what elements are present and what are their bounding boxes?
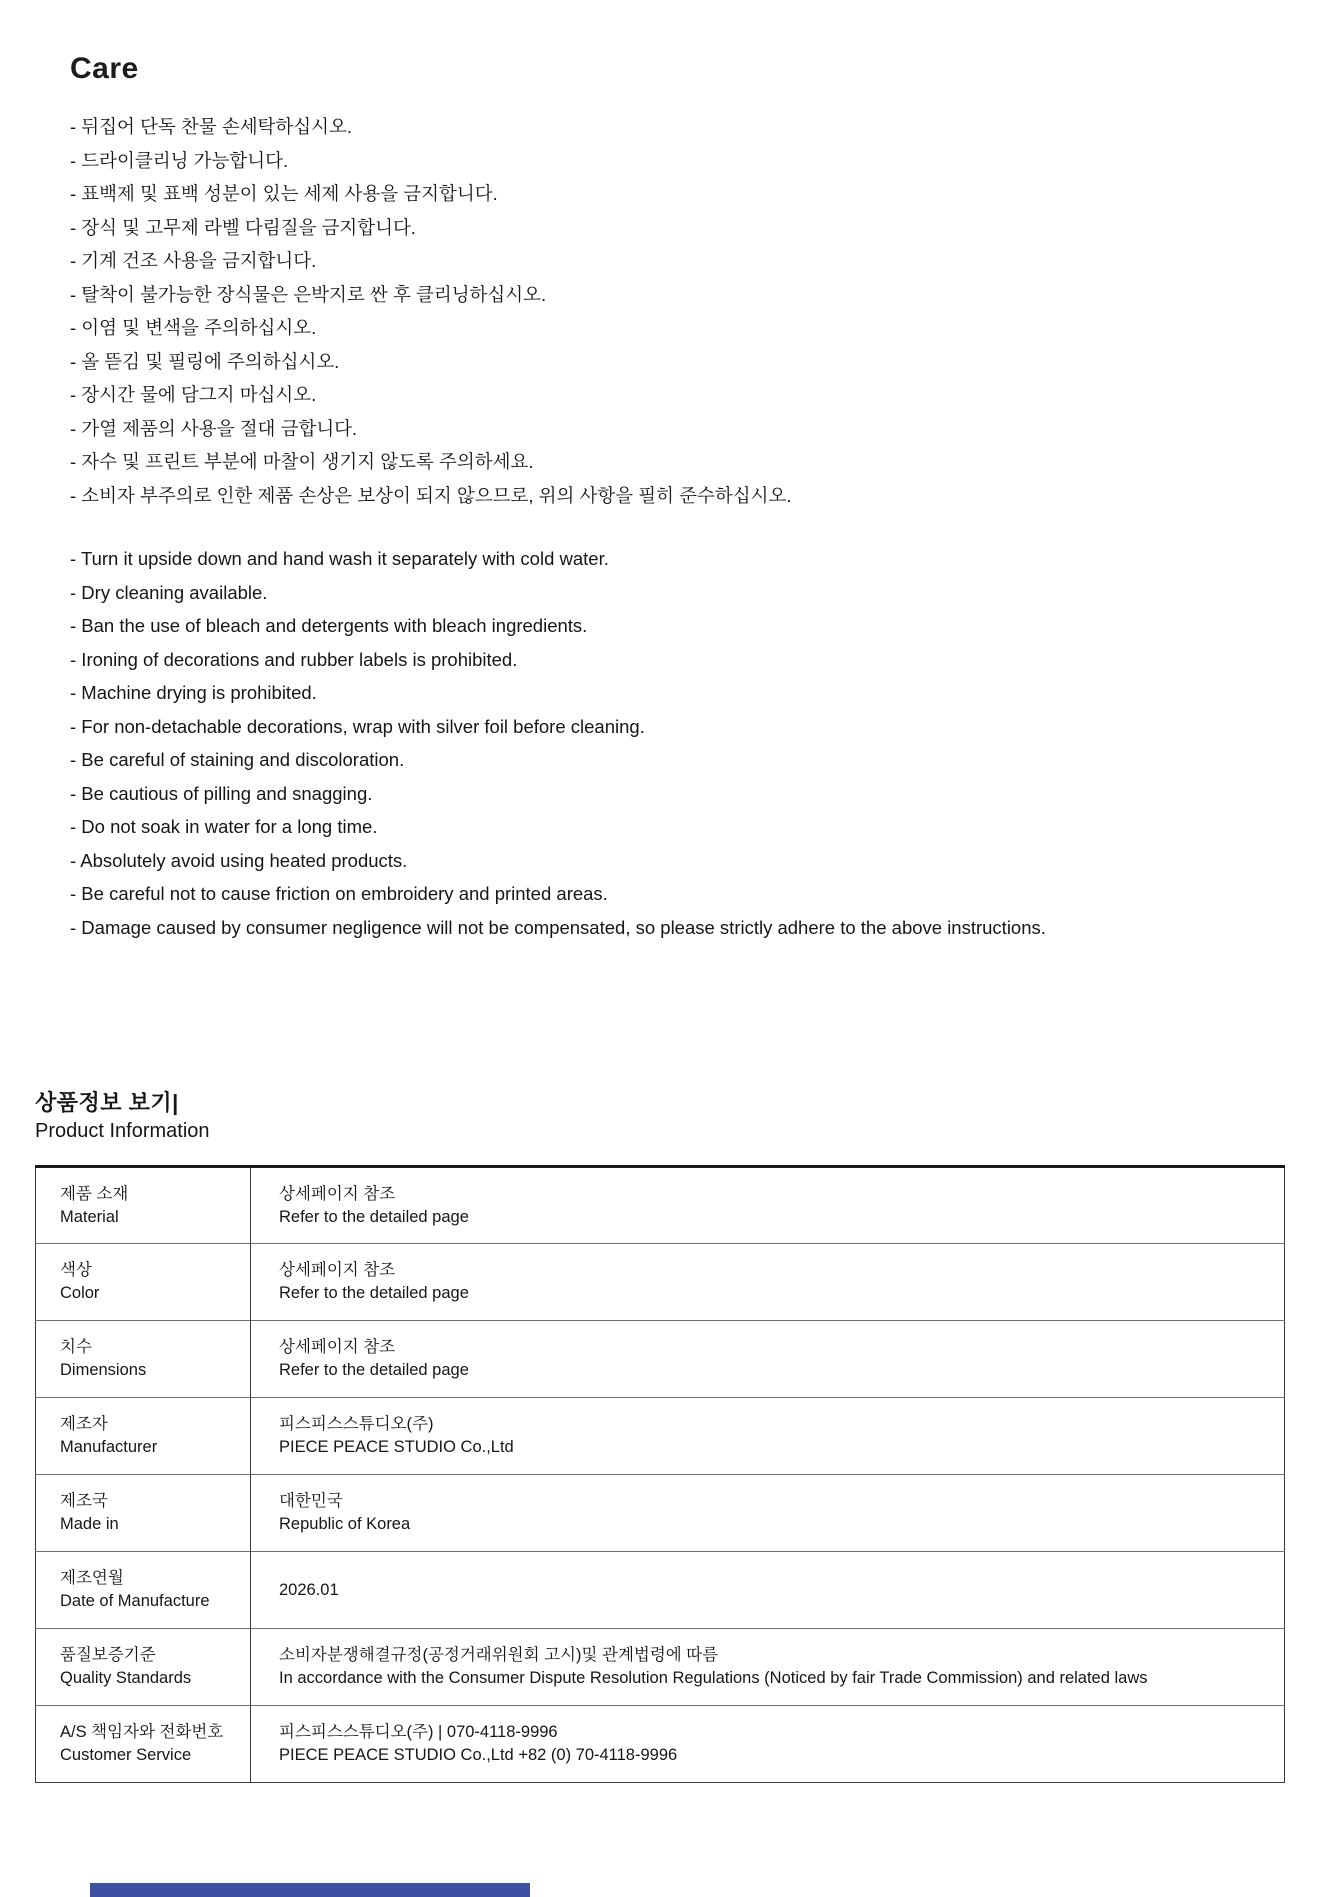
care-instruction-en: - Damage caused by consumer negligence will not be compensated, so please strictly adhere to the above instructions. <box>70 916 1046 938</box>
row-value-english: Republic of Korea <box>279 1515 411 1533</box>
row-value-cell <box>251 1398 1285 1475</box>
row-label-cell <box>36 1475 251 1552</box>
row-label-english: Quality Standards <box>60 1669 192 1687</box>
row-value-cell <box>251 1552 1285 1629</box>
row-label-korean: 치수 <box>60 1338 92 1356</box>
care-instruction-ko: - 올 뜯김 및 필링에 주의하십시오. <box>70 350 340 372</box>
row-label-english: Material <box>60 1207 119 1226</box>
care-instruction-ko: - 탈착이 불가능한 장식물은 은박지로 싼 후 클리닝하십시오. <box>70 283 547 305</box>
care-instruction-ko: - 가열 제품의 사용을 절대 금합니다. <box>70 417 358 439</box>
row-value-korean: 소비자분쟁해결규정(공정거래위원회 고시)및 관계법령에 따름 <box>279 1646 719 1664</box>
row-value-korean: 대한민국 <box>279 1492 343 1510</box>
care-instruction-ko: - 표백제 및 표백 성분이 있는 세제 사용을 금지합니다. <box>70 183 498 204</box>
care-instruction-ko: - 뒤집어 단독 찬물 손세탁하십시오. <box>70 116 353 137</box>
care-instruction-ko: - 소비자 부주의로 인한 제품 손상은 보상이 되지 않으므로, 위의 사항을 필히 준수하십시오. <box>70 484 792 506</box>
product-info-table <box>35 1165 1285 1783</box>
row-label-cell <box>36 1629 251 1706</box>
care-section <box>70 52 1280 944</box>
care-instruction-ko: - 드라이클리닝 가능합니다. <box>70 149 289 171</box>
table-row-customer-service <box>36 1706 1285 1783</box>
row-label-english: Dimensions <box>60 1361 147 1379</box>
care-instruction-en: - Ban the use of bleach and detergents with bleach ingredients. <box>70 615 588 636</box>
table-row-dimensions <box>36 1321 1285 1398</box>
care-instruction-en: - Machine drying is prohibited. <box>70 682 317 703</box>
row-value-english: PIECE PEACE STUDIO Co.,Ltd +82 (0) 70-4118-9996 <box>279 1746 678 1764</box>
row-value-cell <box>251 1321 1285 1398</box>
row-label-cell <box>36 1321 251 1398</box>
row-label-korean: 제품 소재 <box>60 1184 129 1203</box>
table-row-color <box>36 1244 1285 1321</box>
table-row-date-of-manufacture <box>36 1552 1285 1629</box>
care-instruction-en: - Be careful of staining and discoloration. <box>70 749 405 770</box>
row-label-english: Date of Manufacture <box>60 1592 210 1610</box>
row-label-korean: A/S 책임자와 전화번호 <box>60 1723 224 1741</box>
care-instruction-ko: - 기계 건조 사용을 금지합니다. <box>70 250 317 271</box>
product-info-section <box>35 1086 1285 1783</box>
care-title: Care <box>70 52 139 85</box>
care-instruction-en: - Be careful not to cause friction on embroidery and printed areas. <box>70 883 608 904</box>
care-instruction-ko: - 이염 및 변색을 주의하십시오. <box>70 317 317 338</box>
table-row-material <box>36 1167 1285 1244</box>
row-value-cell <box>251 1475 1285 1552</box>
row-value-english: Refer to the detailed page <box>279 1361 469 1379</box>
row-label-cell <box>36 1706 251 1783</box>
row-label-english: Color <box>60 1284 100 1302</box>
table-row-quality-standards <box>36 1629 1285 1706</box>
product-info-title-english: Product Information <box>35 1120 210 1142</box>
care-instruction-ko: - 장시간 물에 담그지 마십시오. <box>70 384 317 405</box>
care-instruction-en: - Dry cleaning available. <box>70 581 268 603</box>
row-value-korean: 상세페이지 참조 <box>279 1338 396 1356</box>
row-value-korean: 상세페이지 참조 <box>279 1261 396 1279</box>
care-instructions-english <box>70 542 1280 944</box>
care-instruction-ko: - 자수 및 프린트 부분에 마찰이 생기지 않도록 주의하세요. <box>70 451 534 472</box>
row-label-korean: 색상 <box>60 1261 92 1279</box>
row-value-cell <box>251 1244 1285 1321</box>
row-value-korean: 상세페이지 참조 <box>279 1184 396 1203</box>
care-instruction-en: - For non-detachable decorations, wrap with silver foil before cleaning. <box>70 715 645 737</box>
row-label-korean: 품질보증기준 <box>60 1646 156 1664</box>
row-value-cell <box>251 1706 1285 1783</box>
care-instruction-en: - Ironing of decorations and rubber labels is prohibited. <box>70 648 518 670</box>
row-value-english: Refer to the detailed page <box>279 1207 469 1226</box>
row-value-korean: 2026.01 <box>279 1580 339 1599</box>
care-instruction-en: - Do not soak in water for a long time. <box>70 816 378 837</box>
bottom-banner-bar <box>90 1883 530 1897</box>
row-value-korean: 피스피스스튜디오(주) | 070-4118-9996 <box>279 1723 558 1741</box>
row-label-korean: 제조자 <box>60 1415 108 1433</box>
row-value-english: PIECE PEACE STUDIO Co.,Ltd <box>279 1438 514 1456</box>
table-row-manufacturer <box>36 1398 1285 1475</box>
care-instruction-en: - Turn it upside down and hand wash it separately with cold water. <box>70 548 609 569</box>
row-label-cell <box>36 1398 251 1475</box>
row-label-korean: 제조국 <box>60 1492 108 1510</box>
row-label-cell <box>36 1552 251 1629</box>
row-value-korean: 피스피스스튜디오(주) <box>279 1415 434 1433</box>
row-label-english: Customer Service <box>60 1746 192 1764</box>
row-label-english: Manufacturer <box>60 1438 158 1456</box>
row-value-cell <box>251 1167 1285 1244</box>
care-instruction-ko: - 장식 및 고무제 라벨 다림질을 금지합니다. <box>70 216 416 238</box>
table-row-made-in <box>36 1475 1285 1552</box>
care-instruction-en: - Absolutely avoid using heated products. <box>70 849 408 871</box>
row-label-cell <box>36 1244 251 1321</box>
product-info-title-korean: 상품정보 보기| <box>35 1090 179 1115</box>
row-value-english: Refer to the detailed page <box>279 1284 469 1302</box>
row-value-cell <box>251 1629 1285 1706</box>
row-label-korean: 제조연월 <box>60 1569 124 1587</box>
row-label-cell <box>36 1167 251 1244</box>
row-value-english: In accordance with the Consumer Dispute Resolution Regulations (Noticed by fair Trade Commission) and related laws <box>279 1669 1148 1687</box>
care-instruction-en: - Be cautious of pilling and snagging. <box>70 782 373 804</box>
row-label-english: Made in <box>60 1515 119 1533</box>
care-instructions-korean <box>70 110 1280 512</box>
